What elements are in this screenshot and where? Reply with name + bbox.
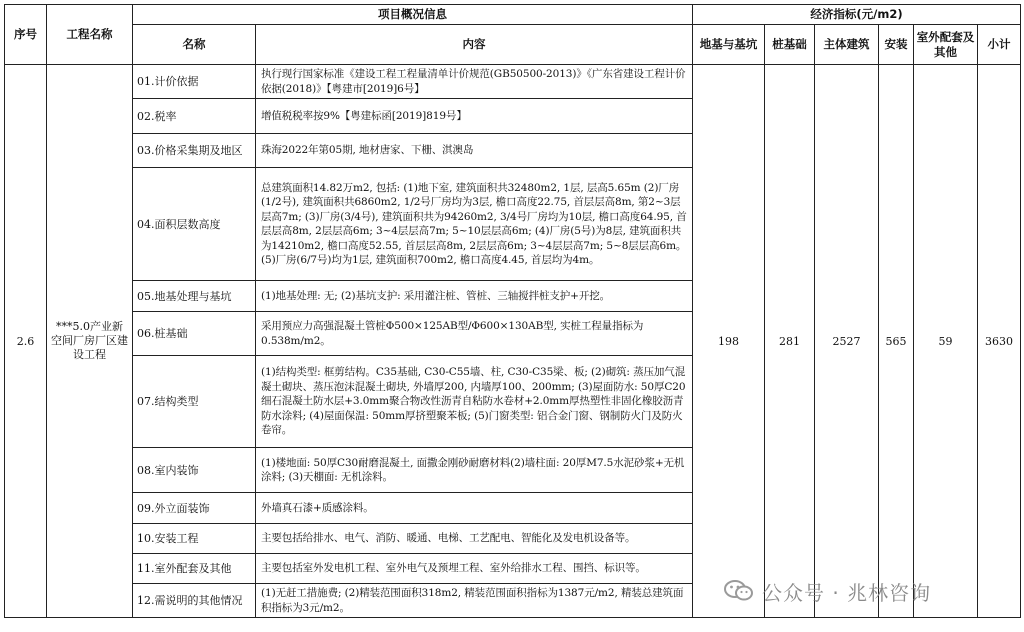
overview-header: 项目概况信息 <box>133 5 693 25</box>
econ-col-foundation: 地基与基坑 <box>693 25 765 65</box>
row-name: 10.安装工程 <box>133 524 256 554</box>
watermark <box>724 574 1004 608</box>
value-foundation: 198 <box>693 65 765 618</box>
value-main: 2527 <box>815 65 879 618</box>
cost-index-table <box>4 4 1021 618</box>
row-content: (1)无赶工措施费; (2)精装范围面积318m2, 精装范围面积指标为1387元/m2, 精装总建筑面积指标为3元/m2。 <box>256 584 693 618</box>
value-outdoor: 59 <box>914 65 978 618</box>
row-name: 11.室外配套及其他 <box>133 554 256 584</box>
row-name: 08.室内装饰 <box>133 448 256 493</box>
value-subtotal: 3630 <box>978 65 1021 618</box>
project-seq: 2.6 <box>5 65 47 618</box>
row-content: 采用预应力高强混凝土管桩Φ500×125AB型/Φ600×130AB型, 实桩工程量指标为0.538m/m2。 <box>256 312 693 356</box>
watermark-text: 公众号 · 兆林咨询 <box>762 580 932 605</box>
row-name: 04.面积层数高度 <box>133 168 256 281</box>
wechat-icon <box>724 579 754 603</box>
econ-col-pile: 桩基础 <box>765 25 815 65</box>
project-name-header: 工程名称 <box>47 5 133 65</box>
econ-col-main: 主体建筑 <box>815 25 879 65</box>
table-row <box>5 65 1021 99</box>
row-content: 执行现行国家标准《建设工程工程量清单计价规范(GB50500-2013)》《广东省建设工程计价依据(2018)》【粤建市[2019]6号】 <box>256 65 693 99</box>
row-content: 主要包括室外发电机工程、室外电气及预埋工程、室外给排水工程、围挡、标识等。 <box>256 554 693 584</box>
name-column-header: 名称 <box>133 25 256 65</box>
header-row-2 <box>5 25 1021 65</box>
row-name: 02.税率 <box>133 99 256 134</box>
project-name: ***5.0产业新空间厂房厂区建设工程 <box>47 65 133 618</box>
content-column-header: 内容 <box>256 25 693 65</box>
row-content: 增值税税率按9%【粤建标函[2019]819号】 <box>256 99 693 134</box>
header-row-1 <box>5 5 1021 25</box>
row-content: 总建筑面积14.82万m2, 包括: (1)地下室, 建筑面积共32480m2, 1层, 层高5.65m (2)厂房(1/2号), 建筑面积共6860m2, 1/2号厂房均为3层, 檐口高度22.75, 首层层高8m, 第2~3层层高7m; (3)厂房(3/4号), 建筑面积共为94260m2, 3/4号厂房均为10层, 檐口高度64.95, 首层层高8m, 2层层高6m; 3~4层层高7m; 5~10层层高6m; (4)厂房(5号)为8层, 建筑面积共为14210m2, 檐口高度52.55, 首层层高8m, 2层层高6m; 3~4层层高7m; 5~8层层高6m。(5)厂房(6/7号)均为1层, 建筑面积700m2, 檐口高度4.45, 首层均为4m。 <box>256 168 693 281</box>
row-name: 03.价格采集期及地区 <box>133 134 256 168</box>
econ-col-subtotal: 小计 <box>978 25 1021 65</box>
row-name: 05.地基处理与基坑 <box>133 281 256 312</box>
row-name: 07.结构类型 <box>133 356 256 448</box>
row-name: 09.外立面装饰 <box>133 493 256 524</box>
econ-col-outdoor: 室外配套及其他 <box>914 25 978 65</box>
row-name: 12.需说明的其他情况 <box>133 584 256 618</box>
row-content: (1)楼地面: 50厚C30耐磨混凝土, 面撒金刚砂耐磨材料(2)墙柱面: 20厚M7.5水泥砂浆+无机涂料; (3)天棚面: 无机涂料。 <box>256 448 693 493</box>
value-install: 565 <box>879 65 914 618</box>
row-name: 06.桩基础 <box>133 312 256 356</box>
row-content: 主要包括给排水、电气、消防、暖通、电梯、工艺配电、智能化及发电机设备等。 <box>256 524 693 554</box>
row-content: (1)结构类型: 框剪结构。C35基础, C30-C55墙、柱, C30-C35梁、板; (2)砌筑: 蒸压加气混凝土砌块、蒸压泡沫混凝土砌块, 外墙厚200, 内墙厚100、200mm; (3)屋面防水: 50厚C20细石混凝土防水层+3.0mm聚合物改性沥青自粘防水卷材+2.0mm厚热塑性非固化橡胶沥青防水涂料; (4)屋面保温: 50mm厚挤塑聚苯板; (5)门窗类型: 铝合金门窗、钢制防火门及防火卷帘。 <box>256 356 693 448</box>
row-content: (1)地基处理: 无; (2)基坑支护: 采用灌注桩、管桩、三轴搅拌桩支护+开挖。 <box>256 281 693 312</box>
row-content: 外墙真石漆+质感涂料。 <box>256 493 693 524</box>
econ-header: 经济指标(元/m2) <box>693 5 1021 25</box>
seq-header: 序号 <box>5 5 47 65</box>
row-content: 珠海2022年第05期, 地材唐家、下栅、淇澳岛 <box>256 134 693 168</box>
value-pile: 281 <box>765 65 815 618</box>
econ-col-install: 安装 <box>879 25 914 65</box>
row-name: 01.计价依据 <box>133 65 256 99</box>
